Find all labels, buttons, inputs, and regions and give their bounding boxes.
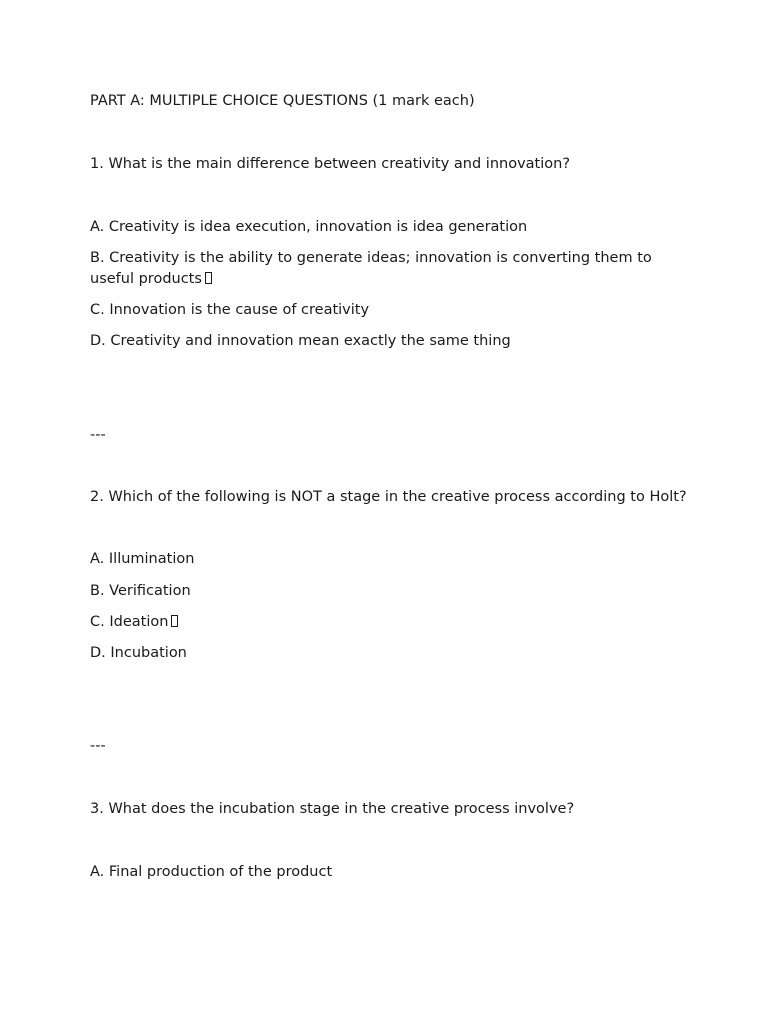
option-text: C. Innovation is the cause of creativity <box>90 302 370 318</box>
question-1-option-b <box>90 248 690 290</box>
question-2-option-d <box>90 643 690 664</box>
question-3-text: 3. What does the incubation stage in the creative process involve? <box>90 801 575 817</box>
option-text: D. Incubation <box>90 645 187 661</box>
option-text: A. Final production of the product <box>90 864 333 880</box>
correct-answer-mark-icon <box>205 272 212 284</box>
section-heading: PART A: MULTIPLE CHOICE QUESTIONS (1 mark each) <box>90 93 475 109</box>
question-3-option-a <box>90 862 690 883</box>
question-2-option-b <box>90 581 690 602</box>
question-2-text: 2. Which of the following is NOT a stage in the creative process according to Holt? <box>90 489 687 505</box>
question-2-option-a <box>90 549 690 570</box>
question-1-option-d <box>90 331 690 352</box>
question-1-option-c <box>90 300 690 321</box>
question-2-option-c <box>90 612 690 633</box>
document-page <box>90 91 690 883</box>
option-text: B. Creativity is the ability to generate ideas; innovation is converting them to useful products <box>90 250 652 287</box>
option-text: A. Illumination <box>90 551 195 567</box>
question-1-option-a <box>90 217 690 238</box>
question-1-text: 1. What is the main difference between creativity and innovation? <box>90 156 571 172</box>
option-text: C. Ideation <box>90 614 169 630</box>
option-text: A. Creativity is idea execution, innovation is idea generation <box>90 219 528 235</box>
correct-answer-mark-icon <box>171 615 178 627</box>
option-text: D. Creativity and innovation mean exactly the same thing <box>90 333 511 349</box>
separator: --- <box>90 427 106 443</box>
option-text: B. Verification <box>90 583 191 599</box>
separator: --- <box>90 738 106 754</box>
